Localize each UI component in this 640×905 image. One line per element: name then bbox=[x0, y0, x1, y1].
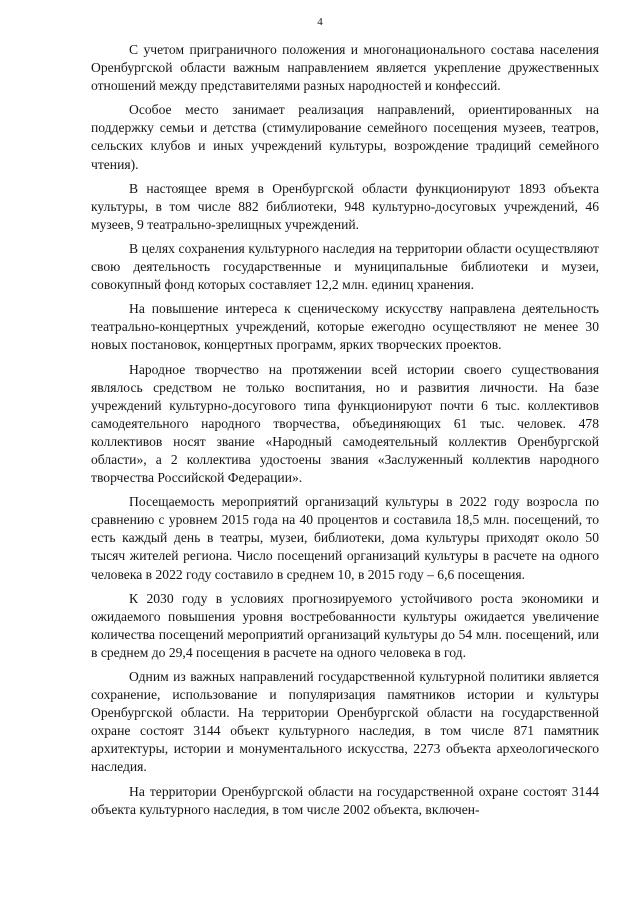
paragraph-5: На повышение интереса к сценическому искусству направлена деятельность театрально-концертных учреждений, которые ежегодно осуществляют не менее 30 новых постановок, концертных программ, ярких творческих проектов. bbox=[91, 301, 599, 353]
paragraph-1: С учетом приграничного положения и многонационального состава населения Оренбургской области важным направлением является укрепление дружественных отношений между представителями разных народностей и конфессий. bbox=[91, 42, 599, 94]
paragraph-9: Одним из важных направлений государственной культурной политики является сохранение, использование и популяризация памятников истории и культуры Оренбургской области. На территории Оренбургской области на государственной охране состоят 3144 объект культурного наследия, в том числе 871 памятник архитектуры, истории и монументального искусства, 2273 объекта археологического наследия. bbox=[91, 669, 599, 775]
paragraph-8: К 2030 году в условиях прогнозируемого устойчивого роста экономики и ожидаемого повышения уровня востребованности культуры ожидается увеличение количества посещений мероприятий организаций культуры до 54 млн. посещений, или в среднем до 29,4 посещения в расчете на одного человека в год. bbox=[91, 590, 599, 660]
page-number: 4 bbox=[317, 16, 323, 28]
paragraph-10: На территории Оренбургской области на государственной охране состоят 3144 объекта культурного наследия, в том числе 2002 объекта, включен- bbox=[91, 783, 599, 817]
paragraph-7: Посещаемость мероприятий организаций культуры в 2022 году возросла по сравнению с уровнем 2015 года на 40 процентов и составила 18,5 млн. посещений, то есть каждый день в театры, музеи, библиотеки, дома культуры приходят около 50 тысяч жителей региона. Число посещений организаций культуры в расчете на одного человека в 2022 году составило в среднем 10, в 2015 году – 6,6 посещения. bbox=[91, 494, 599, 582]
paragraph-2: Особое место занимает реализация направлений, ориентированных на поддержку семьи и детства (стимулирование семейного посещения музеев, театров, сельских клубов и иных учреждений культуры, возрождение традиций семейного чтения). bbox=[91, 102, 599, 172]
document-body bbox=[91, 41, 599, 819]
paragraph-4: В целях сохранения культурного наследия на территории области осуществляют свою деятельность государственные и муниципальные библиотеки и музеи, совокупный фонд которых составляет 12,2 млн. единиц хранения. bbox=[91, 240, 599, 293]
paragraph-6: Народное творчество на протяжении всей истории своего существования являлось средством не только воспитания, но и развития личности. На базе учреждений культурно-досугового типа функционируют почти 6 тыс. коллективов самодеятельного народного творчества, объединяющих 61 тыс. человек. 478 коллективов носят звание «Народный самодеятельный коллектив Оренбургской области», а 2 коллектива удостоены звания «Заслуженный коллектив народного творчества Российской Федерации». bbox=[91, 361, 599, 486]
paragraph-3: В настоящее время в Оренбургской области функционируют 1893 объекта культуры, в том числе 882 библиотеки, 948 культурно-досуговых учреждений, 46 музеев, 9 театрально-зрелищных учреждений. bbox=[91, 180, 599, 232]
